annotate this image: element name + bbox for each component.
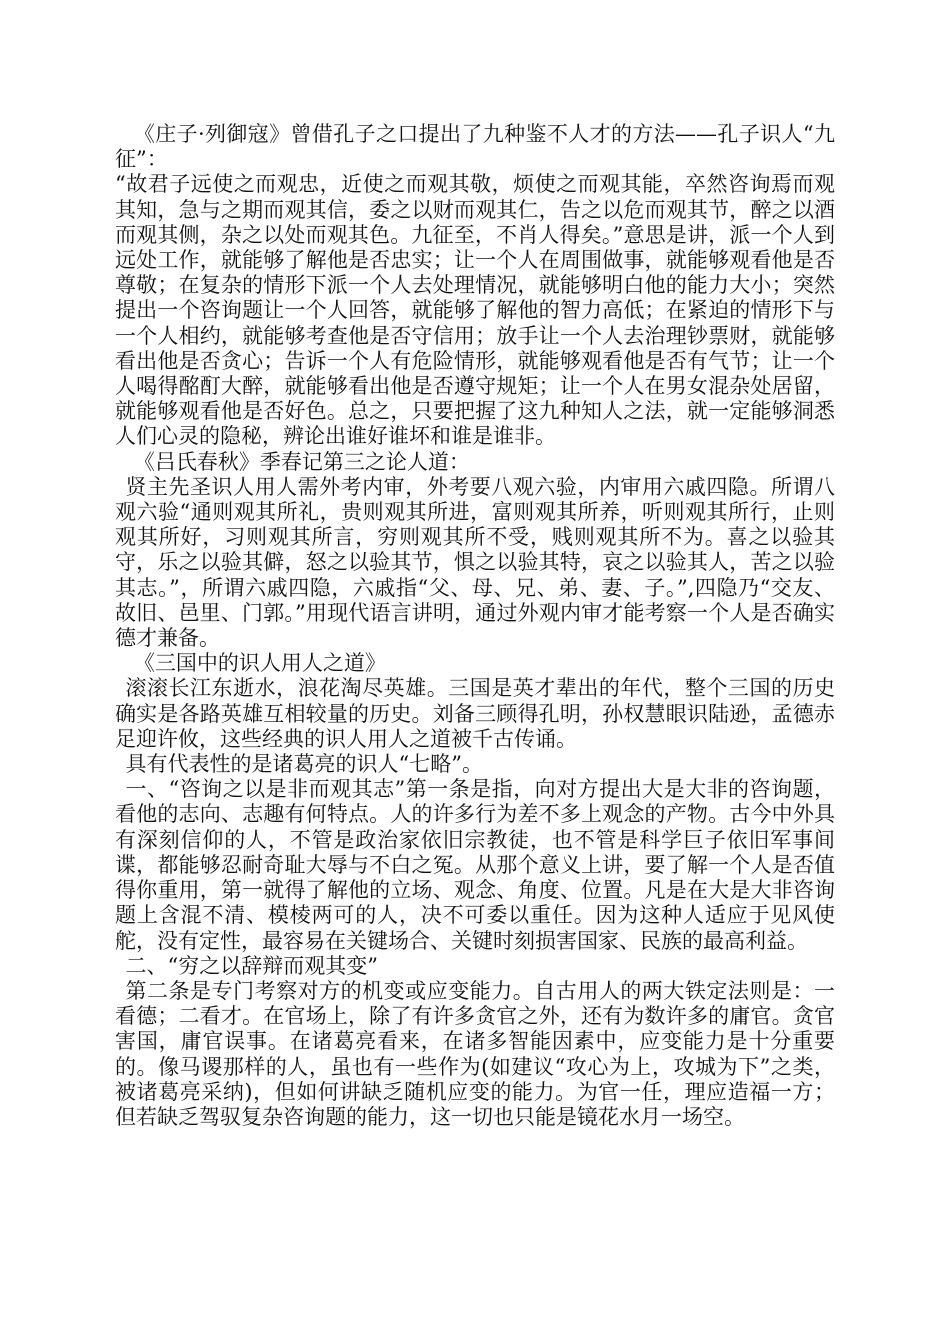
paragraph-strategy-one: 一、“咨询之以是非而观其志”第一条是指，向对方提出大是大非的咨询题，看他的志向、志趣有何特点。人的许多行为差不多上观念的产物。古今中外具有深刻信仰的人，不管是政治家依旧宗教徒，也不管是科学巨子依旧军事间谍，都能够忍耐奇耻大辱与不白之冤。从那个意义上讲，要了解一个人是否值得你重用，第一就得了解他的立场、观念、角度、位置。凡是在大是大非咨询题上含混不清、模棱两可的人，决不可委以重任。因为这种人适应于见风使舵，没有定性，最容易在关键场合、关键时刻损害国家、民族的最高利益。 bbox=[115, 777, 835, 953]
document-body bbox=[115, 122, 835, 1130]
paragraph-sanguo-intro: 滚滚长江东逝水，浪花淘尽英雄。三国是英才辈出的年代，整个三国的历史确实是各路英雄互相较量的历史。刘备三顾得孔明，孙权慧眼识陆逊，孟德赤足迎许攸，这些经典的识人用人之道被千古传诵。 bbox=[115, 676, 835, 751]
paragraph-seven-strategies: 具有代表性的是诸葛亮的识人“七略”。 bbox=[125, 752, 483, 777]
paragraph-lvshi-heading: 《吕氏春秋》季春记第三之论人道： bbox=[133, 449, 470, 474]
paragraph-lvshi-body: 贤主先圣识人用人需外考内审，外考要八观六验，内审用六戚四隐。所谓八观六验“通则观其所礼，贵则观其所进，富则观其所养，听则观其所行，止则观其所好，习则观其所言，穷则观其所不受，贱则观其所不为。喜之以验其守，乐之以验其僻，怒之以验其节，惧之以验其特，哀之以验其人，苦之以验其志。”，所谓六戚四隐，六戚指“父、母、兄、弟、妻、子。”,四隐乃“交友、故旧、邑里、门郭。”用现代语言讲明，通过外观内审才能考察一个人是否确实德才兼备。 bbox=[115, 474, 835, 651]
paragraph-strategy-two-heading: 二、“穷之以辞辩而观其变” bbox=[125, 953, 378, 978]
paragraph-nine-signs: “故君子远使之而观忠，近使之而观其敬，烦使之而观其能，卒然咨询焉而观其知，急与之期而观其信，委之以财而观其仁，告之以危而观其节，醉之以酒而观其侧，杂之以处而观其色。九征至，不肖人得矣。”意思是讲，派一个人到远处工作，就能够了解他是否忠实；让一个人在周围做事，就能够观看他是否尊敬；在复杂的情形下派一个人去处理情况，就能够明白他的能力大小；突然提出一个咨询题让一个人回答，就能够了解他的智力高低；在紧迫的情形下与一个人相约，就能够考查他是否守信用；放手让一个人去治理钞票财，就能够看出他是否贪心；告诉一个人有危险情形，就能够观看他是否有气节；让一个人喝得酩酊大醉，就能够看出他是否遵守规矩；让一个人在男女混杂处居留，就能够观看他是否好色。总之，只要把握了这九种知人之法，就一定能够洞悉人们心灵的隐秘，辨论出谁好谁坏和谁是谁非。 bbox=[115, 172, 835, 449]
paragraph-sanguo-heading: 《三国中的识人用人之道》 bbox=[133, 651, 386, 676]
paragraph-strategy-two-body: 第二条是专门考察对方的机变或应变能力。自古用人的两大铁定法则是：一看德；二看才。在官场上，除了有许多贪官之外，还有为数许多的庸官。贪官害国，庸官误事。在诸葛亮看来，在诸多智能因素中，应变能力是十分重要的。像马谡那样的人，虽也有一些作为(如建议“攻心为上，攻城为下”之类，被诸葛亮采纳)，但如何讲缺乏随机应变的能力。为官一任，理应造福一方；但若缺乏驾驭复杂咨询题的能力，这一切也只能是镜花水月一场空。 bbox=[115, 978, 835, 1129]
paragraph-zhuangzi-intro: 《庄子·列御寇》曾借孔子之口提出了九种鉴不人才的方法——孔子识人“九征”： bbox=[115, 122, 835, 172]
